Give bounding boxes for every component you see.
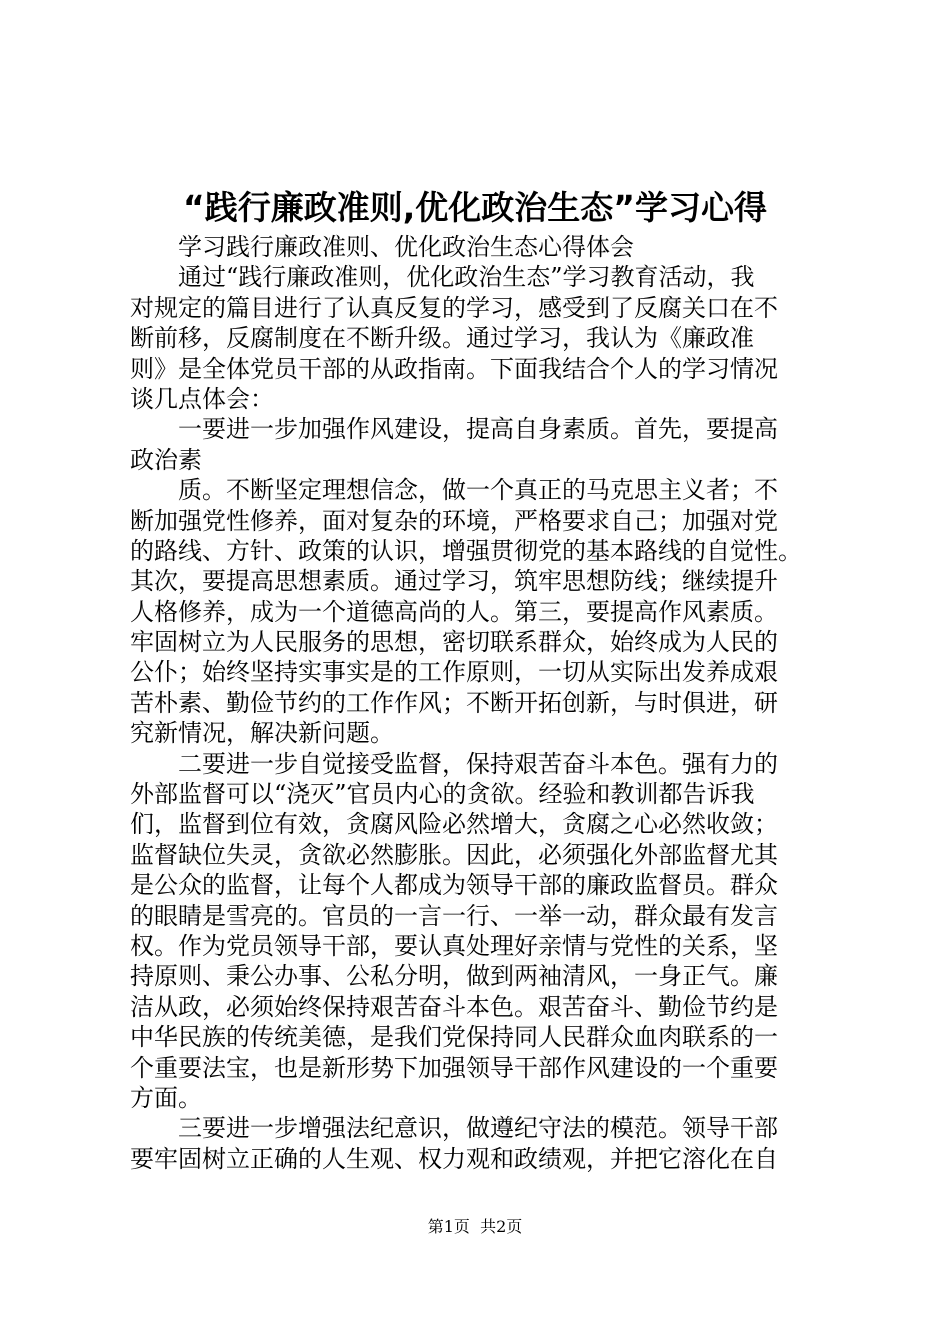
text-line: 苦朴素、勤俭节约的工作作风；不断开拓创新，与时俱进，研 [130, 688, 778, 717]
text-line: 通过“践行廉政准则，优化政治生态”学习教育活动，我 [178, 263, 755, 292]
text-line: 学习践行廉政准则、优化政治生态心得体会 [178, 233, 634, 261]
text-line: 外部监督可以“浇灭”官员内心的贪欲。经验和教训都告诉我 [130, 780, 755, 809]
text-line: 的路线、方针、政策的认识，增强贯彻党的基本路线的自觉性。 [130, 536, 802, 565]
text-line: 则》是全体党员干部的从政指南。下面我结合个人的学习情况 [130, 354, 778, 383]
text-line: 方面。 [130, 1083, 202, 1112]
text-line: 洁从政，必须始终保持艰苦奋斗本色。艰苦奋斗、勤俭节约是 [130, 992, 778, 1021]
text-line: 二要进一步自觉接受监督，保持艰苦奋斗本色。强有力的 [178, 749, 778, 778]
text-line: 牢固树立为人民服务的思想，密切联系群众，始终成为人民的 [130, 628, 778, 657]
text-line: 政治素 [130, 445, 202, 474]
document-body [130, 232, 830, 1174]
text-line: 其次，要提高思想素质。通过学习，筑牢思想防线；继续提升 [130, 567, 778, 596]
text-line: 质。不断坚定理想信念，做一个真正的马克思主义者；不 [178, 476, 778, 505]
text-line: 断加强党性修养，面对复杂的环境，严格要求自己；加强对党 [130, 506, 778, 535]
text-line: 持原则、秉公办事、公私分明，做到两袖清风，一身正气。廉 [130, 962, 778, 991]
document-title: “践行廉政准则,优化政治生态”学习心得 [183, 188, 767, 227]
text-line: 的眼睛是雪亮的。官员的一言一行、一举一动，群众最有发言 [130, 901, 778, 930]
text-line: 三要进一步增强法纪意识，做遵纪守法的模范。领导干部 [178, 1114, 778, 1143]
text-line: 是公众的监督，让每个人都成为领导干部的廉政监督员。群众 [130, 871, 778, 900]
text-line: 对规定的篇目进行了认真反复的学习，感受到了反腐关口在不 [130, 293, 778, 322]
page-footer: 第1页 共2页 [427, 1217, 523, 1236]
text-line: 要牢固树立正确的人生观、权力观和政绩观，并把它溶化在自 [130, 1144, 778, 1173]
text-line: 公仆；始终坚持实事实是的工作原则，一切从实际出发养成艰 [130, 658, 778, 687]
text-line: 权。作为党员领导干部，要认真处理好亲情与党性的关系，坚 [130, 931, 778, 960]
text-line: 监督缺位失灵，贪欲必然膨胀。因此，必须强化外部监督尤其 [130, 840, 778, 869]
text-line: 们，监督到位有效，贪腐风险必然增大，贪腐之心必然收敛； [130, 810, 778, 839]
text-line: 人格修养，成为一个道德高尚的人。第三，要提高作风素质。 [130, 597, 778, 626]
text-line: 谈几点体会： [130, 384, 274, 413]
text-line: 个重要法宝，也是新形势下加强领导干部作风建设的一个重要 [130, 1053, 778, 1082]
text-line: 中华民族的传统美德，是我们党保持同人民群众血肉联系的一 [130, 1023, 778, 1052]
text-line: 一要进一步加强作风建设，提高自身素质。首先，要提高 [178, 415, 778, 444]
text-line: 究新情况，解决新问题。 [130, 719, 394, 748]
text-line: 断前移，反腐制度在不断升级。通过学习，我认为《廉政准 [130, 324, 754, 353]
